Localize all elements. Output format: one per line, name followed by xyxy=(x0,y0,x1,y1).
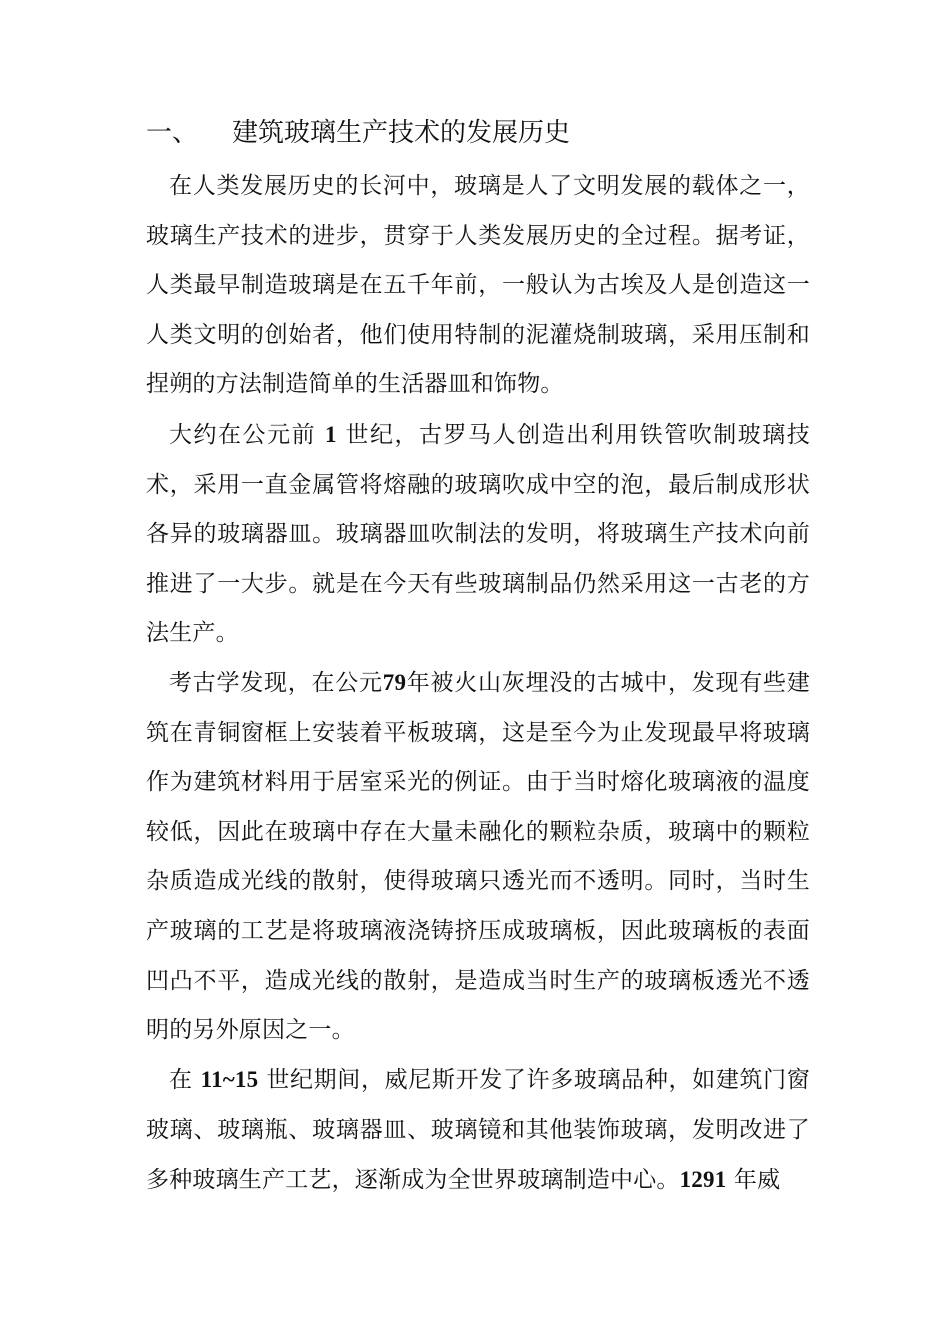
paragraph-3 xyxy=(146,658,810,1056)
paragraph-4-text-b: 世纪期间，威尼斯开发了许多玻璃品种，如建筑门窗玻璃、玻璃瓶、玻璃器皿、玻璃镜和其他装饰玻璃，发明改进了多种玻璃生产工艺，逐渐成为全世界玻璃制造中心。 xyxy=(146,1067,810,1194)
paragraph-4-bold-number-a: 11~15 xyxy=(200,1067,259,1092)
paragraph-2-bold-number: 1 xyxy=(324,422,337,447)
paragraph-4-text-c: 年威 xyxy=(726,1167,781,1194)
section-title: 建筑玻璃生产技术的发展历史 xyxy=(232,118,571,148)
paragraph-2 xyxy=(146,410,810,659)
section-number: 一、 xyxy=(146,118,199,148)
paragraph-4-text-a: 在 xyxy=(169,1067,201,1093)
paragraph-3-text-b: 年被火山灰埋没的古城中，发现有些建筑在青铜窗框上安装着平板玻璃，这是至今为止发现最早将玻璃作为建筑材料用于居室采光的例证。由于当时熔化玻璃液的温度较低，因此在玻璃中存在大量未融化的颗粒杂质，玻璃中的颗粒杂质造成光线的散射，使得玻璃只透光而不透明。同时，当时生产玻璃的工艺是将玻璃液浇铸挤压成玻璃板，因此玻璃板的表面凹凸不平，造成光线的散射，是造成当时生产的玻璃板透光不透明的另外原因之一。 xyxy=(146,670,810,1044)
paragraph-2-text-a: 大约在公元前 xyxy=(169,422,325,448)
paragraph-1 xyxy=(146,162,810,410)
paragraph-3-bold-number: 79 xyxy=(382,670,407,695)
paragraph-4-bold-number-b: 1291 xyxy=(679,1167,727,1193)
paragraph-2-text-b: 世纪，古罗马人创造出利用铁管吹制玻璃技术，采用一直金属管将熔融的玻璃吹成中空的泡，最后制成形状各异的玻璃器皿。玻璃器皿吹制法的发明，将玻璃生产技术向前推进了一大步。就是在今天有些玻璃制品仍然采用这一古老的方法生产。 xyxy=(146,422,810,647)
paragraph-4 xyxy=(146,1055,810,1206)
paragraph-1-text: 在人类发展历史的长河中，玻璃是人了文明发展的载体之一，玻璃生产技术的进步，贯穿于人类发展历史的全过程。据考证，人类最早制造玻璃是在五千年前，一般认为古埃及人是创造这一人类文明的创始者，他们使用特制的泥灌烧制玻璃，采用压制和捏朔的方法制造简单的生活器皿和饰物。 xyxy=(146,173,810,398)
section-heading xyxy=(146,111,826,155)
paragraph-3-text-a: 考古学发现，在公元 xyxy=(169,670,383,696)
